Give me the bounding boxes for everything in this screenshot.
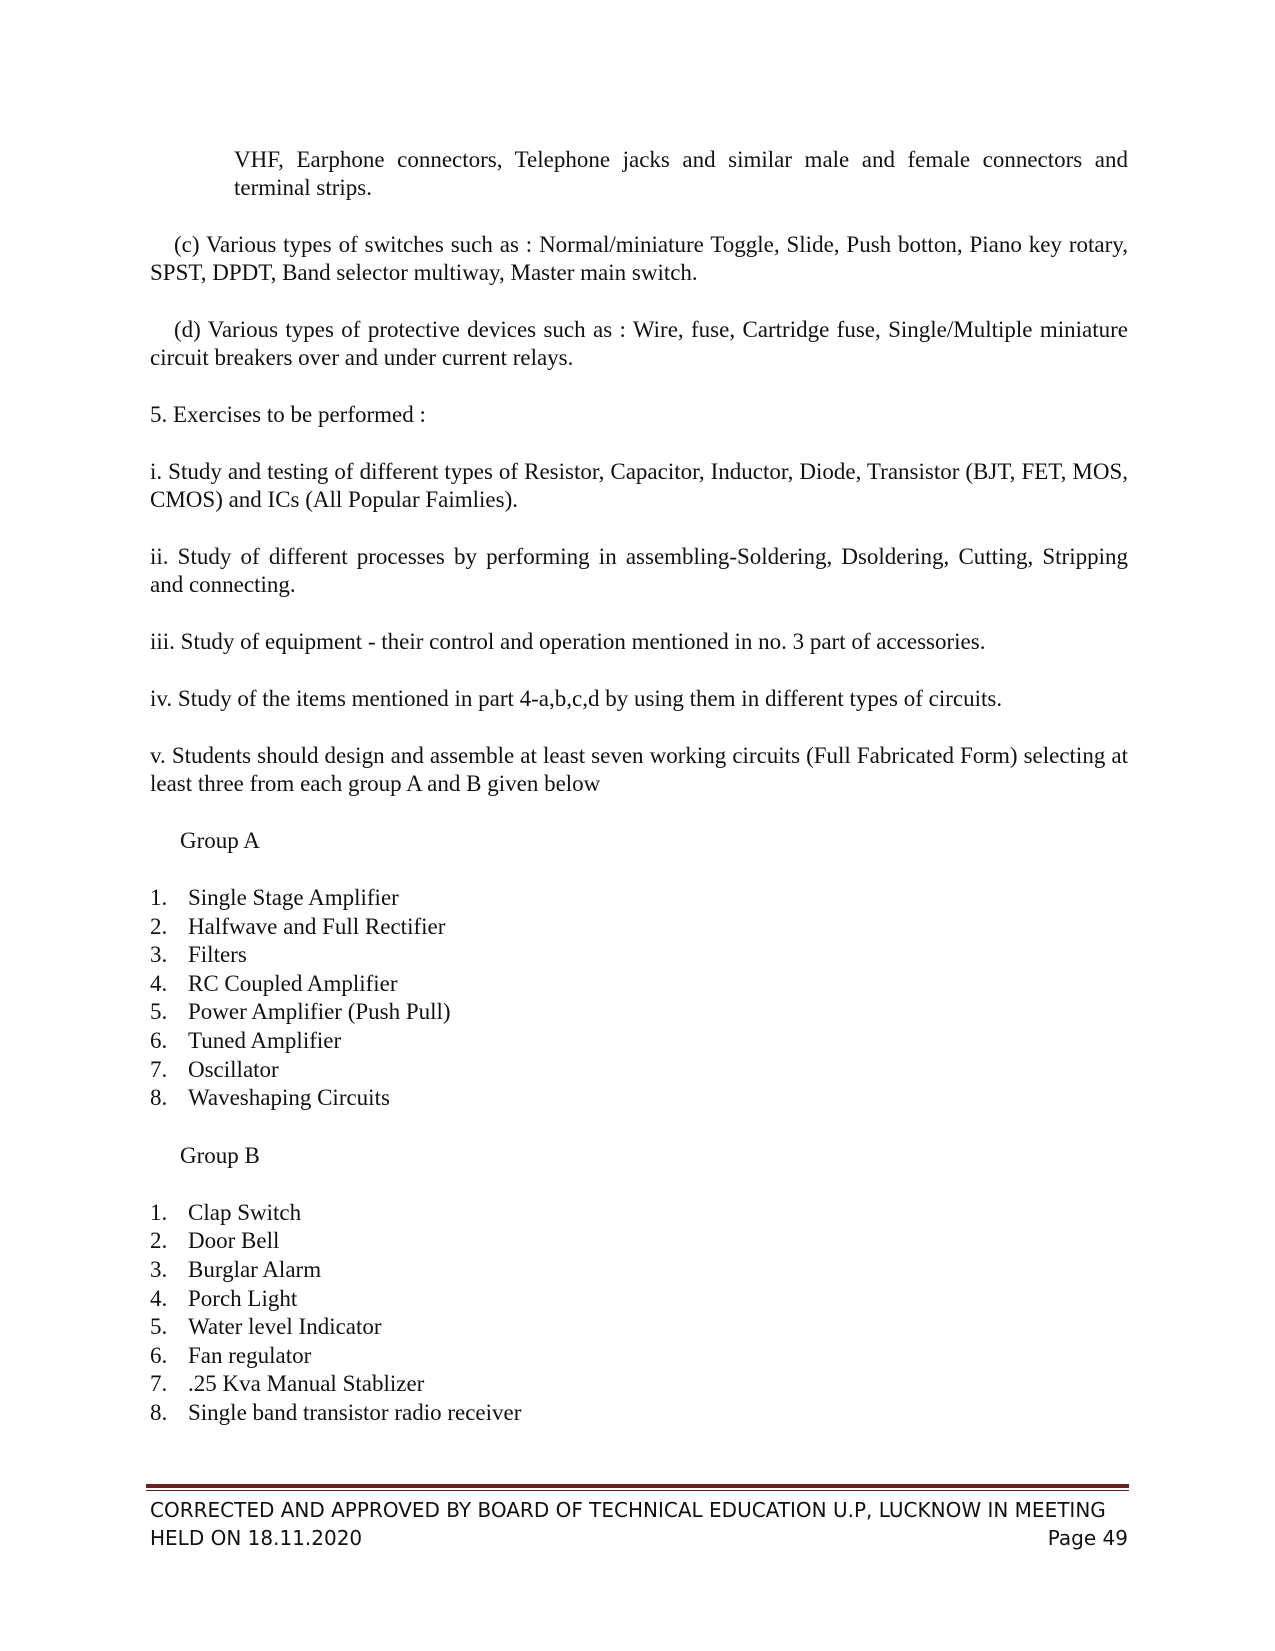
list-item (150, 1399, 1128, 1428)
list-item-number: 3. (150, 1256, 168, 1282)
list-item-number: 4. (150, 1285, 168, 1311)
page-footer (150, 1496, 1128, 1552)
list-item-number: 1. (150, 1199, 168, 1225)
exercise-i: i. Study and testing of different types of Resistor, Capacitor, Inductor, Diode, Transistor (BJT, FET, MOS, CMOS) and ICs (All Popular Faimlies). (150, 459, 1128, 512)
list-item-text: Fan regulator (188, 1342, 312, 1368)
footer-approval-line-1: CORRECTED AND APPROVED BY BOARD OF TECHNICAL EDUCATION U.P, LUCKNOW IN MEETING (150, 1498, 1106, 1522)
list-item-number: 3. (150, 942, 168, 968)
page-content (150, 146, 1128, 1457)
list-item-number: 2. (150, 913, 168, 939)
list-item-text: Water level Indicator (188, 1314, 382, 1340)
list-item-number: 6. (150, 1027, 168, 1053)
group-a-list (150, 884, 1128, 1113)
section-5-heading: 5. Exercises to be performed : (150, 402, 426, 427)
list-item-text: Single band transistor radio receiver (188, 1399, 522, 1425)
group-a-title: Group A (180, 828, 260, 853)
paragraph-d-protective-devices: (d) Various types of protective devices such as : Wire, fuse, Cartridge fuse, Single/Multiple miniature circuit breakers over and under current relays. (150, 317, 1128, 370)
exercise-v: v. Students should design and assemble at least seven working circuits (Full Fabricated Form) selecting at least three from each group A and B given below (150, 743, 1128, 796)
list-item-text: Waveshaping Circuits (188, 1085, 390, 1111)
list-item-number: 8. (150, 1399, 168, 1425)
list-item-number: 4. (150, 970, 168, 996)
list-item (150, 1342, 1128, 1371)
list-item (150, 884, 1128, 913)
list-item-number: 5. (150, 1314, 168, 1340)
footer-divider-thin (146, 1490, 1129, 1491)
list-item-number: 1. (150, 885, 168, 910)
list-item-text: Oscillator (188, 1056, 279, 1082)
footer-approval-line-2: HELD ON 18.11.2020 (150, 1526, 363, 1550)
footer-row-2 (150, 1524, 1128, 1552)
list-item (150, 1256, 1128, 1285)
list-item-text: Power Amplifier (Push Pull) (188, 999, 451, 1025)
list-item-number: 8. (150, 1085, 168, 1111)
list-item-text: Tuned Amplifier (188, 1027, 342, 1053)
exercise-iv: iv. Study of the items mentioned in part 4-a,b,c,d by using them in different types of circuits. (150, 686, 1003, 711)
page-number: Page 49 (1047, 1526, 1128, 1550)
footer-divider-thick (146, 1484, 1129, 1488)
list-item-number: 6. (150, 1342, 168, 1368)
list-item-text: Door Bell (188, 1228, 280, 1254)
group-b-title: Group B (180, 1142, 260, 1168)
list-item-text: Halfwave and Full Rectifier (188, 913, 446, 939)
list-item (150, 1370, 1128, 1399)
list-item (150, 998, 1128, 1027)
continued-paragraph: VHF, Earphone connectors, Telephone jacks and similar male and female connectors and terminal strips. (234, 147, 1128, 200)
group-b-list (150, 1199, 1128, 1428)
list-item (150, 1199, 1128, 1228)
list-item (150, 970, 1128, 999)
list-item-text: Single Stage Amplifier (188, 885, 399, 910)
list-item-text: Porch Light (188, 1285, 298, 1311)
paragraph-c-switches: (c) Various types of switches such as : Normal/miniature Toggle, Slide, Push botton, Piano key rotary, SPST, DPDT, Band selector multiway, Master main switch. (150, 232, 1128, 285)
list-item-text: Clap Switch (188, 1199, 302, 1225)
list-item-text: RC Coupled Amplifier (188, 970, 398, 996)
exercise-iii: iii. Study of equipment - their control and operation mentioned in no. 3 part of accessories. (150, 629, 986, 654)
list-item (150, 1084, 1128, 1113)
list-item (150, 913, 1128, 942)
list-item-text: Filters (188, 942, 247, 968)
list-item-number: 5. (150, 999, 168, 1025)
exercise-ii: ii. Study of different processes by performing in assembling-Soldering, Dsoldering, Cutting, Stripping and connecting. (150, 544, 1128, 597)
list-item-number: 7. (150, 1371, 168, 1397)
list-item (150, 1027, 1128, 1056)
list-item (150, 1227, 1128, 1256)
list-item (150, 1285, 1128, 1314)
list-item-number: 2. (150, 1228, 168, 1254)
list-item-text: Burglar Alarm (188, 1256, 322, 1282)
list-item (150, 1056, 1128, 1085)
list-item (150, 941, 1128, 970)
list-item-text: .25 Kva Manual Stablizer (188, 1371, 425, 1397)
list-item-number: 7. (150, 1056, 168, 1082)
list-item (150, 1313, 1128, 1342)
